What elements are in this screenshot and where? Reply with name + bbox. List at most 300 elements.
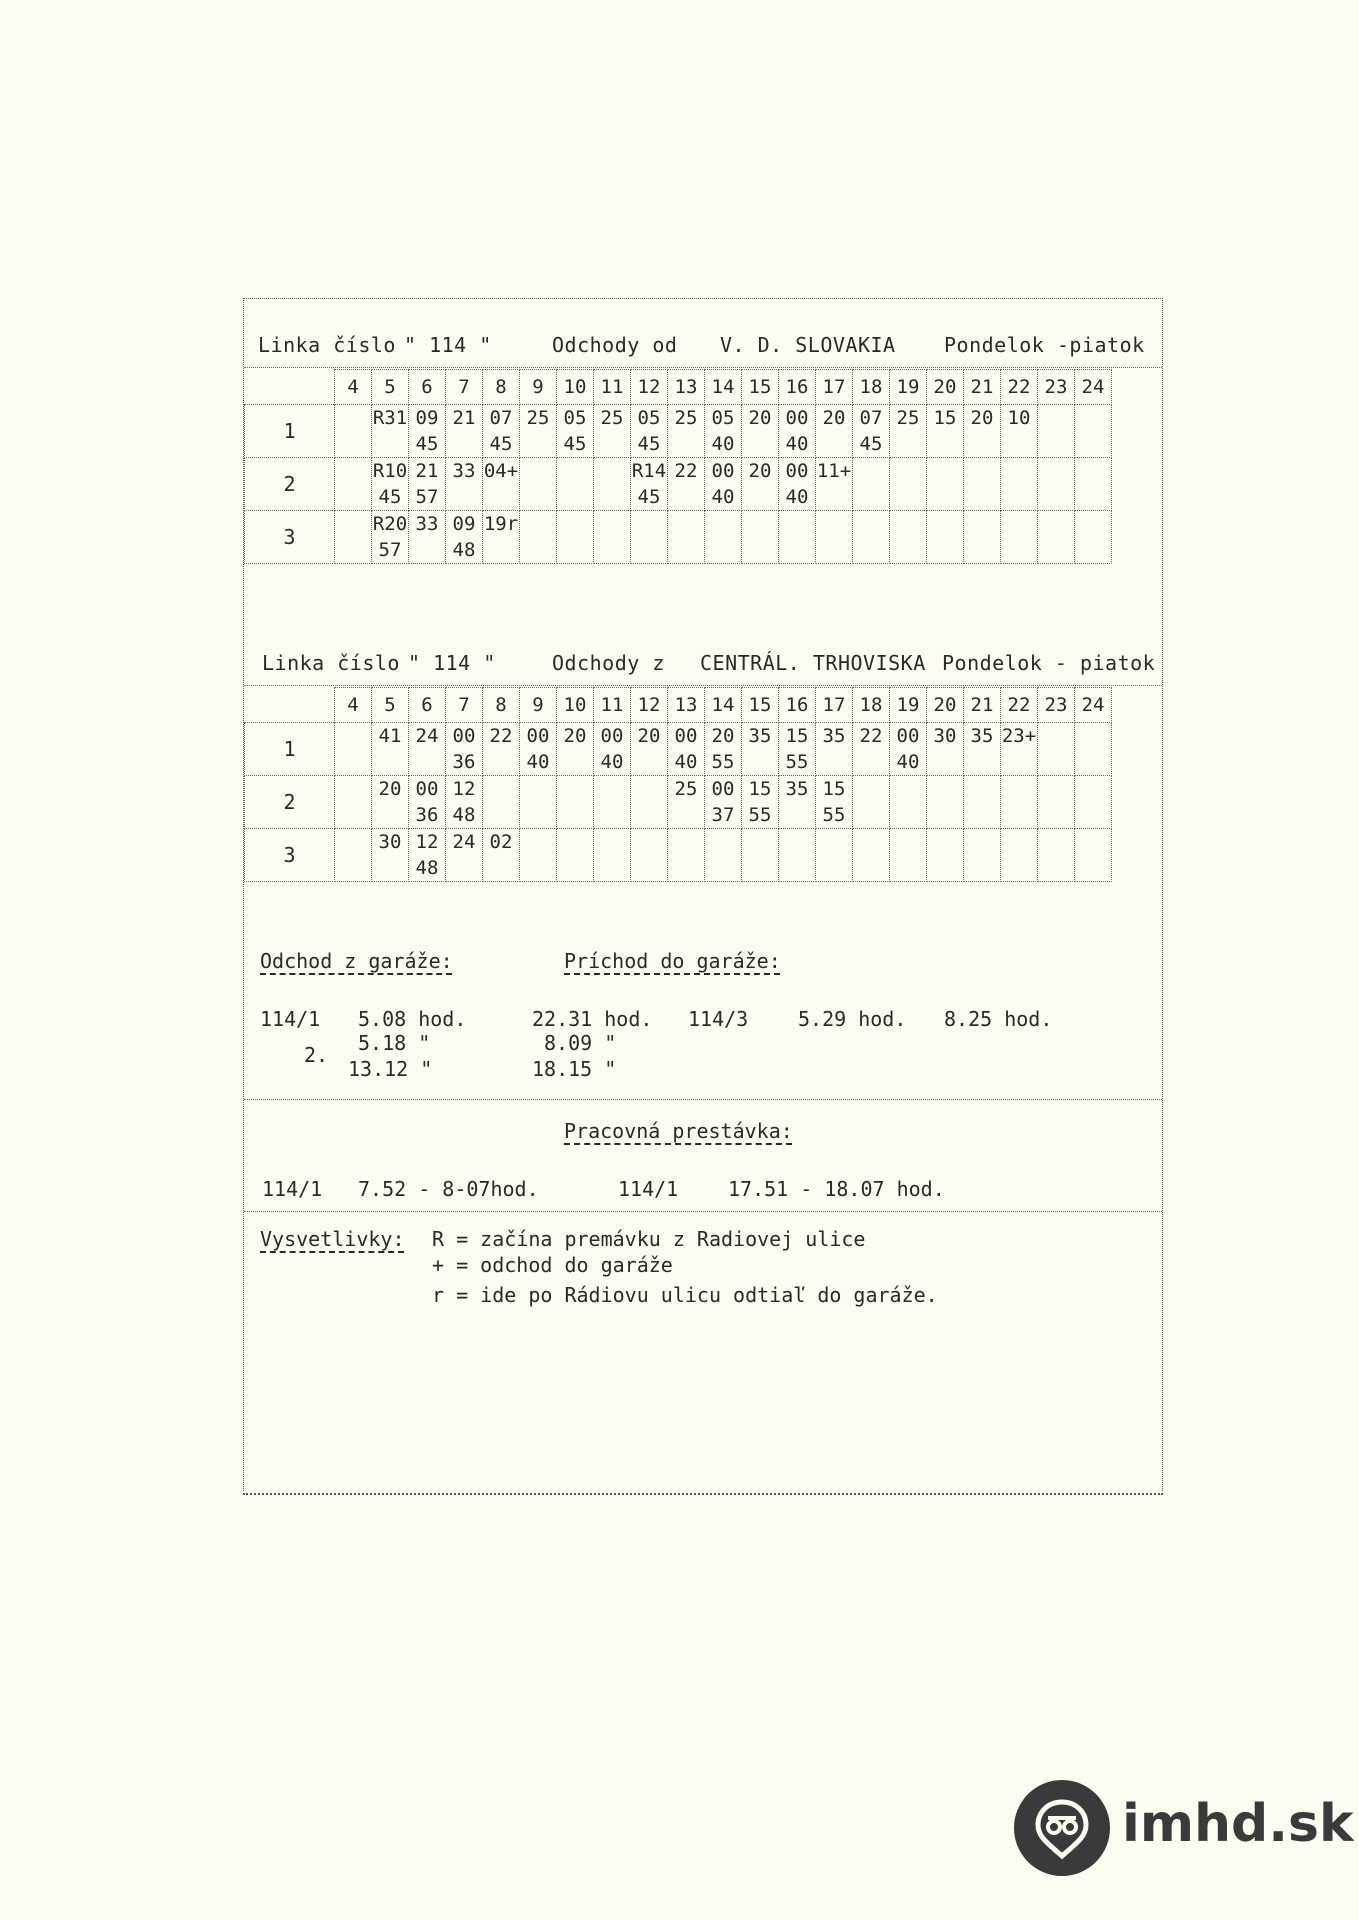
departure-minute: 00	[415, 778, 439, 800]
departure-minute: 45	[489, 433, 513, 455]
departure-minute	[668, 829, 704, 855]
departure-minute: 20	[748, 407, 772, 429]
departure-minute	[1075, 855, 1111, 881]
departure-minute	[446, 484, 482, 510]
departure-cell	[779, 829, 816, 882]
departure-minute: 00	[896, 725, 920, 747]
departure-minute: 05	[711, 407, 735, 429]
departure-minute	[853, 749, 889, 775]
hour-header: 6	[409, 370, 446, 405]
departure-minute: 35	[822, 725, 846, 747]
departure-minute: 33	[452, 460, 476, 482]
table1-label: Linka číslo	[258, 333, 396, 357]
departure-cell	[742, 776, 779, 829]
departure-minute	[964, 431, 1000, 457]
departure-cell	[483, 776, 520, 829]
departure-minute: 36	[415, 804, 439, 826]
departure-minute	[520, 855, 556, 881]
departure-cell	[964, 829, 1001, 882]
departure-minute: 09	[415, 407, 439, 429]
departure-cell	[409, 458, 446, 511]
imhd-logo	[1014, 1780, 1354, 1876]
departure-minute	[1038, 405, 1074, 431]
departure-cell	[594, 458, 631, 511]
departure-minute	[1075, 776, 1111, 802]
departure-cell	[335, 829, 372, 882]
departure-minute: 15	[748, 778, 772, 800]
hour-header: 18	[853, 688, 890, 723]
departure-cell	[779, 405, 816, 458]
departure-cell	[1075, 723, 1112, 776]
departure-minute: 25	[600, 407, 624, 429]
departure-minute	[964, 855, 1000, 881]
departure-cell	[705, 511, 742, 564]
departure-minute: R14	[631, 460, 667, 482]
hour-header: 10	[557, 370, 594, 405]
legend-r-upper: R = začína premávku z Radiovej ulice	[432, 1227, 866, 1251]
departure-cell	[483, 829, 520, 882]
departure-cell	[1038, 776, 1075, 829]
departure-cell	[816, 829, 853, 882]
hour-header: 5	[372, 370, 409, 405]
divider	[244, 1099, 1162, 1100]
departure-cell	[1075, 829, 1112, 882]
departure-minute: 45	[859, 433, 883, 455]
departure-minute	[1038, 484, 1074, 510]
hour-header: 12	[631, 370, 668, 405]
table2-label: Linka číslo	[262, 651, 400, 675]
departure-minute	[520, 537, 556, 563]
departure-minute	[742, 431, 778, 457]
departure-minute	[1001, 776, 1037, 802]
departure-minute	[631, 802, 667, 828]
departure-cell	[557, 776, 594, 829]
departure-minute	[631, 776, 667, 802]
departure-minute: 00	[785, 460, 809, 482]
departure-minute: 40	[711, 433, 735, 455]
departure-cell	[557, 723, 594, 776]
departure-minute: 20	[563, 725, 587, 747]
departure-minute: 00	[711, 778, 735, 800]
hour-header: 12	[631, 688, 668, 723]
departure-minute: 57	[378, 539, 402, 561]
garage-line2-arr-b: 18.15 "	[532, 1057, 617, 1081]
departure-minute	[483, 776, 519, 802]
departure-minute	[890, 829, 926, 855]
hour-header: 9	[520, 370, 557, 405]
departure-minute: 45	[637, 433, 661, 455]
departure-minute	[1038, 749, 1074, 775]
hour-header: 13	[668, 370, 705, 405]
departure-cell	[372, 458, 409, 511]
departure-minute	[927, 776, 963, 802]
departure-cell	[853, 405, 890, 458]
table2-number: " 114 "	[408, 651, 496, 675]
departure-minute	[853, 776, 889, 802]
departure-cell	[557, 405, 594, 458]
departure-cell	[890, 511, 927, 564]
departure-minute	[594, 829, 630, 855]
departure-minute: 22	[674, 460, 698, 482]
departure-minute	[1075, 802, 1111, 828]
departure-minute	[890, 855, 926, 881]
departure-minute	[705, 511, 741, 537]
departure-cell	[594, 511, 631, 564]
departure-minute: 48	[415, 857, 439, 879]
departure-minute	[446, 855, 482, 881]
departure-cell	[483, 723, 520, 776]
departure-cell	[668, 776, 705, 829]
departure-minute	[1001, 484, 1037, 510]
departure-minute: 35	[970, 725, 994, 747]
departure-minute	[1001, 511, 1037, 537]
departure-cell	[1075, 458, 1112, 511]
departure-cell	[964, 405, 1001, 458]
departure-minute: 22	[489, 725, 513, 747]
departure-minute: 45	[415, 433, 439, 455]
departure-cell	[335, 458, 372, 511]
departure-cell	[853, 776, 890, 829]
departure-minute	[853, 537, 889, 563]
departure-minute	[742, 749, 778, 775]
departure-minute: 41	[378, 725, 402, 747]
departure-cell	[742, 511, 779, 564]
departure-minute	[557, 511, 593, 537]
departure-minute: 21	[415, 460, 439, 482]
departure-cell	[409, 723, 446, 776]
departure-minute: 22	[859, 725, 883, 747]
break-a-label: 114/1	[262, 1177, 323, 1201]
departure-minute: 20	[748, 460, 772, 482]
departure-cell	[890, 405, 927, 458]
hour-header: 9	[520, 688, 557, 723]
departure-minute	[1038, 723, 1074, 749]
departure-minute	[927, 458, 963, 484]
departure-cell	[372, 405, 409, 458]
departure-minute	[890, 776, 926, 802]
hour-header: 17	[816, 370, 853, 405]
hour-header: 7	[446, 688, 483, 723]
departure-minute	[668, 484, 704, 510]
departure-minute	[1075, 749, 1111, 775]
departure-cell	[890, 776, 927, 829]
departure-minute	[1038, 829, 1074, 855]
departure-minute	[705, 855, 741, 881]
table2-days: Pondelok - piatok	[942, 651, 1156, 675]
hour-header: 11	[594, 370, 631, 405]
departure-cell	[1038, 458, 1075, 511]
departure-cell	[335, 723, 372, 776]
departure-minute: 35	[748, 725, 772, 747]
departure-minute	[483, 484, 519, 510]
departure-minute: 55	[785, 751, 809, 773]
departure-minute	[927, 511, 963, 537]
departure-minute	[1001, 829, 1037, 855]
departure-cell	[1001, 829, 1038, 882]
departure-minute: 55	[711, 751, 735, 773]
departure-cell	[520, 511, 557, 564]
departure-minute	[335, 405, 371, 431]
departure-minute	[927, 802, 963, 828]
departure-minute: 30	[378, 831, 402, 853]
departure-cell	[483, 405, 520, 458]
departure-cell	[1075, 511, 1112, 564]
departure-minute	[409, 537, 445, 563]
departure-minute	[335, 723, 371, 749]
departure-cell	[668, 405, 705, 458]
departure-cell	[409, 776, 446, 829]
departure-minute: 11+	[816, 460, 852, 482]
departure-minute	[890, 511, 926, 537]
break-b-label: 114/1	[618, 1177, 679, 1201]
departure-minute	[335, 855, 371, 881]
row-label: 1	[245, 723, 335, 776]
departure-cell	[557, 458, 594, 511]
departure-minute	[1075, 458, 1111, 484]
table-row	[245, 511, 1112, 564]
departure-minute	[557, 829, 593, 855]
departure-minute	[853, 511, 889, 537]
departure-cell	[816, 405, 853, 458]
departure-minute	[927, 484, 963, 510]
departure-minute	[631, 749, 667, 775]
departure-cell	[631, 776, 668, 829]
departure-minute	[557, 802, 593, 828]
hour-header: 5	[372, 688, 409, 723]
divider	[244, 685, 1162, 686]
departure-minute: 00	[785, 407, 809, 429]
table2-direction: Odchody z	[552, 651, 665, 675]
departure-cell	[520, 405, 557, 458]
departure-minute	[668, 431, 704, 457]
hour-header: 23	[1038, 370, 1075, 405]
departure-cell	[520, 723, 557, 776]
departure-minute	[594, 458, 630, 484]
garage-line3-arr: 8.25 hod.	[944, 1007, 1053, 1031]
row-label: 1	[245, 405, 335, 458]
departure-minute	[409, 749, 445, 775]
departure-minute: 45	[637, 486, 661, 508]
departure-minute	[1038, 458, 1074, 484]
departure-minute	[594, 484, 630, 510]
departure-cell	[668, 511, 705, 564]
departure-minute: 25	[896, 407, 920, 429]
hour-header: 23	[1038, 688, 1075, 723]
departure-minute	[520, 431, 556, 457]
table2-header	[244, 641, 1162, 685]
departure-minute	[853, 855, 889, 881]
departure-cell	[668, 723, 705, 776]
departure-minute	[853, 484, 889, 510]
departure-minute	[446, 431, 482, 457]
departure-minute	[631, 511, 667, 537]
departure-minute	[557, 458, 593, 484]
garage-line2-label: 2.	[304, 1043, 329, 1067]
departure-cell	[927, 458, 964, 511]
divider	[244, 367, 1162, 368]
hour-header: 20	[927, 688, 964, 723]
departure-minute	[1038, 537, 1074, 563]
departure-cell	[668, 829, 705, 882]
sheet-bottom-border	[243, 1493, 1163, 1495]
departure-cell	[779, 776, 816, 829]
departure-minute	[964, 458, 1000, 484]
departure-cell	[446, 723, 483, 776]
departure-cell	[705, 829, 742, 882]
departure-minute: 05	[637, 407, 661, 429]
departure-minute: 15	[822, 778, 846, 800]
hour-header: 4	[335, 370, 372, 405]
departure-minute: 12	[415, 831, 439, 853]
departure-minute	[1075, 405, 1111, 431]
legend-plus: + = odchod do garáže	[432, 1253, 673, 1277]
departure-cell	[705, 458, 742, 511]
departure-minute	[853, 458, 889, 484]
departure-minute	[816, 431, 852, 457]
departure-minute: 20	[970, 407, 994, 429]
table1-direction: Odchody od	[552, 333, 678, 357]
departure-minute	[927, 855, 963, 881]
garage-line1-arr: 22.31 hod.	[532, 1007, 653, 1031]
departure-minute: 40	[896, 751, 920, 773]
departure-cell	[779, 458, 816, 511]
departure-cell	[927, 723, 964, 776]
departure-cell	[335, 776, 372, 829]
departure-cell	[594, 405, 631, 458]
departure-cell	[816, 776, 853, 829]
table1-number: " 114 "	[404, 333, 492, 357]
departure-cell	[705, 776, 742, 829]
departure-cell	[631, 511, 668, 564]
departure-minute	[742, 829, 778, 855]
departure-minute	[483, 855, 519, 881]
departure-minute	[668, 855, 704, 881]
hour-header: 22	[1001, 688, 1038, 723]
departure-minute: 19r	[483, 513, 519, 535]
departure-minute	[594, 802, 630, 828]
hour-header: 8	[483, 370, 520, 405]
timetable-sheet	[243, 298, 1163, 1491]
departure-minute: 30	[933, 725, 957, 747]
garage-line1-label: 114/1	[260, 1007, 321, 1031]
departure-cell	[1038, 511, 1075, 564]
departure-minute: 00	[711, 460, 735, 482]
departure-minute	[335, 458, 371, 484]
departure-minute	[372, 802, 408, 828]
departure-minute: 23+	[1001, 725, 1037, 747]
table1-stop: V. D. SLOVAKIA	[720, 333, 896, 357]
hour-header: 17	[816, 688, 853, 723]
departure-cell	[520, 458, 557, 511]
departure-minute	[890, 802, 926, 828]
departure-minute	[483, 749, 519, 775]
departure-minute: 33	[415, 513, 439, 535]
departure-minute	[742, 484, 778, 510]
row-label: 2	[245, 776, 335, 829]
garage-line2-dep-b: 13.12 "	[348, 1057, 433, 1081]
departure-minute	[853, 829, 889, 855]
departure-minute: 45	[378, 486, 402, 508]
departure-minute	[1038, 855, 1074, 881]
table-row	[245, 723, 1112, 776]
hour-header: 14	[705, 370, 742, 405]
table1-header	[244, 323, 1162, 367]
table2-stop: CENTRÁL. TRHOVISKA	[700, 651, 926, 675]
departure-cell	[1001, 723, 1038, 776]
hour-header: 16	[779, 688, 816, 723]
hour-header-blank	[245, 688, 335, 723]
departure-minute: 10	[1007, 407, 1031, 429]
departure-minute	[335, 431, 371, 457]
departure-minute	[742, 537, 778, 563]
departure-minute: 24	[452, 831, 476, 853]
departure-cell	[927, 776, 964, 829]
departure-cell	[446, 776, 483, 829]
departure-cell	[409, 405, 446, 458]
departure-cell	[890, 723, 927, 776]
hour-header: 6	[409, 688, 446, 723]
departure-cell	[446, 405, 483, 458]
departure-minute	[335, 537, 371, 563]
departure-minute	[1038, 511, 1074, 537]
departure-minute: 00	[600, 725, 624, 747]
departure-minute	[557, 537, 593, 563]
row-label: 3	[245, 829, 335, 882]
departure-minute	[816, 829, 852, 855]
departure-minute	[816, 749, 852, 775]
departure-minute	[335, 511, 371, 537]
garage-line3-label: 114/3	[688, 1007, 749, 1031]
table-row	[245, 776, 1112, 829]
departure-cell	[335, 511, 372, 564]
garage-line1-dep: 5.08 hod.	[358, 1007, 467, 1031]
departure-cell	[1075, 776, 1112, 829]
departure-cell	[335, 405, 372, 458]
departure-cell	[372, 776, 409, 829]
departure-minute: 40	[600, 751, 624, 773]
departure-minute: 25	[526, 407, 550, 429]
departure-minute	[335, 829, 371, 855]
hour-header: 15	[742, 370, 779, 405]
departure-cell	[779, 723, 816, 776]
departure-minute	[1001, 802, 1037, 828]
hour-header: 16	[779, 370, 816, 405]
departure-minute	[631, 829, 667, 855]
departure-minute	[557, 484, 593, 510]
departure-minute: R20	[372, 513, 408, 535]
departure-minute	[520, 484, 556, 510]
departure-minute: 36	[452, 751, 476, 773]
departure-minute: 40	[785, 433, 809, 455]
departure-minute	[520, 511, 556, 537]
departure-cell	[520, 776, 557, 829]
departure-cell	[372, 511, 409, 564]
hour-header: 19	[890, 688, 927, 723]
departure-minute: 55	[748, 804, 772, 826]
departure-minute	[668, 802, 704, 828]
departure-minute	[816, 855, 852, 881]
departure-cell	[446, 511, 483, 564]
departure-minute: 25	[674, 407, 698, 429]
departure-cell	[594, 723, 631, 776]
departure-minute	[1001, 855, 1037, 881]
departure-cell	[927, 829, 964, 882]
hour-header: 10	[557, 688, 594, 723]
departure-minute: R10	[372, 460, 408, 482]
departure-minute: 25	[674, 778, 698, 800]
divider	[244, 1211, 1162, 1212]
departure-cell	[816, 458, 853, 511]
